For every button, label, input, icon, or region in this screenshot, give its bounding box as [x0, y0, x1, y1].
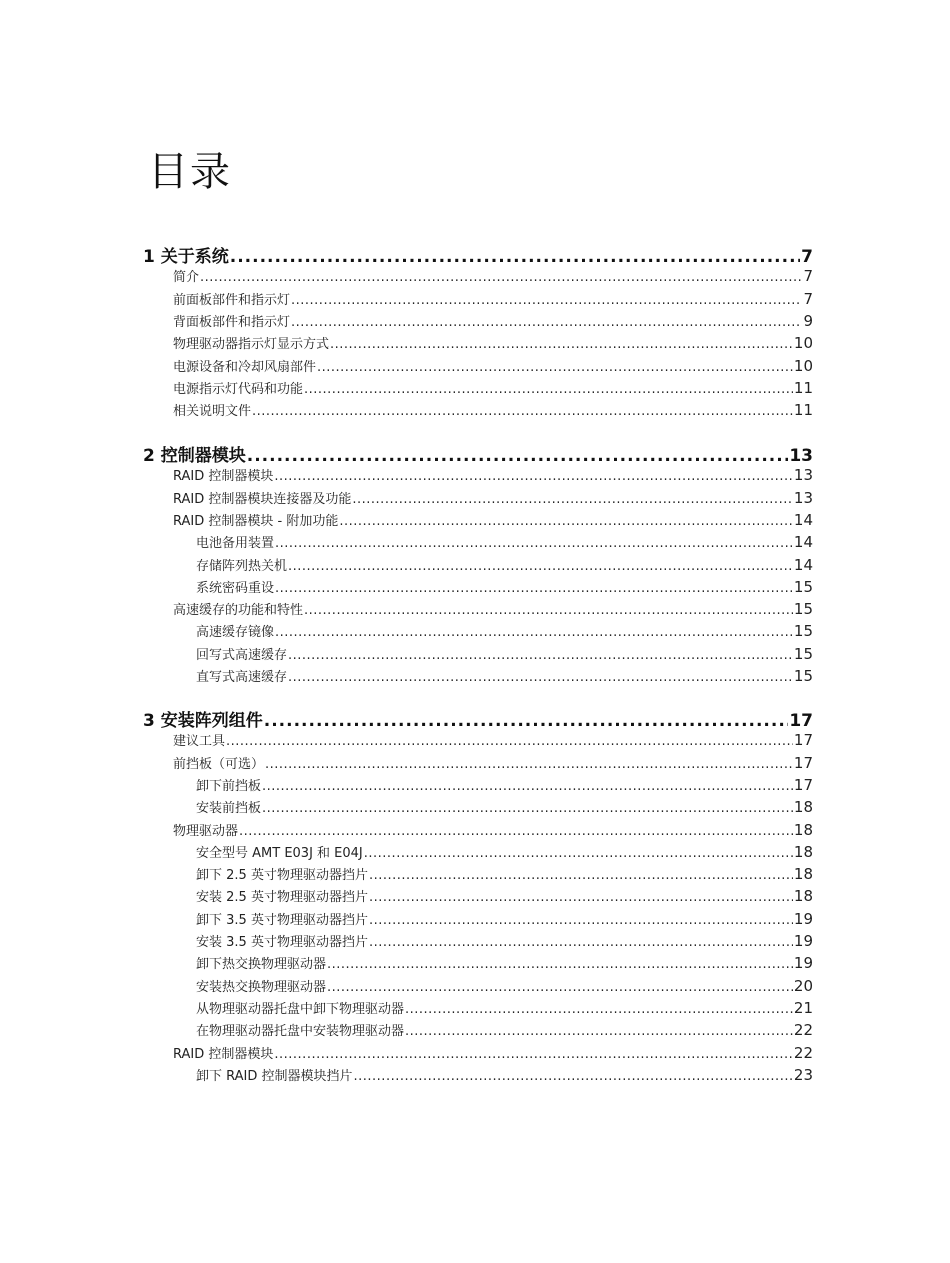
- toc-page-number: 23: [793, 1065, 813, 1084]
- toc-entry[interactable]: [173, 599, 813, 619]
- toc-page-number: 18: [793, 865, 813, 884]
- toc-page-number: 15: [793, 667, 813, 685]
- toc-page-number: 14: [793, 555, 813, 574]
- toc-entry[interactable]: [196, 931, 813, 951]
- toc-entry[interactable]: [173, 333, 813, 353]
- toc-entry-label: 建议工具: [173, 734, 226, 750]
- toc-entry[interactable]: [196, 666, 813, 686]
- toc-entry-label: RAID 控制器模块连接器及功能: [173, 491, 352, 507]
- toc-leader-dots: [264, 711, 789, 731]
- toc-entry[interactable]: [173, 289, 813, 309]
- toc-page-number: 18: [793, 842, 813, 861]
- toc-entry-label: 2 控制器模块: [143, 446, 246, 466]
- toc-leader-dots: [291, 315, 802, 330]
- toc-page-number: 15: [793, 577, 813, 596]
- toc-entry-label: 前挡板（可选）: [173, 756, 265, 772]
- toc-leader-dots: [288, 670, 793, 685]
- toc-entry-label: 电源指示灯代码和功能: [173, 381, 304, 397]
- toc-entry-label: 背面板部件和指示灯: [173, 314, 291, 330]
- toc-entry[interactable]: [196, 621, 813, 641]
- toc-entry-label: 物理驱动器指示灯显示方式: [173, 337, 330, 353]
- toc-page-number: 18: [793, 887, 813, 906]
- toc-leader-dots: [405, 1002, 793, 1017]
- toc-entry-label: 卸下热交换物理驱动器: [196, 957, 327, 973]
- toc-entry[interactable]: [196, 909, 813, 929]
- toc-page-number: 22: [793, 1043, 813, 1062]
- toc-chapter-entry[interactable]: [143, 706, 813, 730]
- toc-page-number: 17: [793, 753, 813, 772]
- toc-entry[interactable]: [173, 820, 813, 840]
- toc-entry[interactable]: [173, 730, 813, 750]
- toc-leader-dots: [275, 581, 793, 596]
- toc-entry[interactable]: [196, 842, 813, 862]
- toc-entry[interactable]: [196, 1020, 813, 1040]
- toc-leader-dots: [291, 293, 802, 308]
- toc-leader-dots: [327, 957, 793, 972]
- toc-entry-label: RAID 控制器模块: [173, 469, 274, 485]
- toc-leader-dots: [275, 625, 793, 640]
- toc-leader-dots: [405, 1024, 793, 1039]
- toc-page-number: 17: [793, 731, 813, 750]
- toc-leader-dots: [330, 337, 793, 352]
- toc-leader-dots: [226, 734, 793, 749]
- toc-page-number: 17: [789, 711, 813, 731]
- toc-leader-dots: [288, 559, 793, 574]
- toc-page-number: 7: [801, 247, 813, 267]
- toc-page-number: 13: [793, 466, 813, 485]
- toc-page-number: 21: [793, 998, 813, 1017]
- toc-leader-dots: [275, 536, 793, 551]
- toc-page-number: 19: [793, 954, 813, 973]
- toc-entry[interactable]: [196, 644, 813, 664]
- toc-leader-dots: [274, 1047, 793, 1062]
- toc-entry[interactable]: [196, 886, 813, 906]
- toc-entry[interactable]: [173, 465, 813, 485]
- toc-entry[interactable]: [173, 356, 813, 376]
- toc-page-number: 10: [793, 334, 813, 353]
- toc-leader-dots: [327, 980, 793, 995]
- toc-entry-label: 直写式高速缓存: [196, 670, 288, 685]
- toc-leader-dots: [304, 603, 793, 618]
- toc-entry[interactable]: [173, 1043, 813, 1063]
- toc-page-number: 22: [793, 1021, 813, 1040]
- toc-entry[interactable]: [196, 797, 813, 817]
- toc-entry-label: 安装热交换物理驱动器: [196, 979, 327, 995]
- toc-entry-label: 卸下 3.5 英寸物理驱动器挡片: [196, 912, 368, 928]
- toc-entry-label: 高速缓存镜像: [196, 625, 275, 641]
- toc-page-number: 18: [793, 798, 813, 817]
- toc-page-number: 10: [793, 356, 813, 375]
- toc-page-number: 14: [793, 510, 813, 529]
- toc-leader-dots: [265, 757, 793, 772]
- toc-title: 目录: [148, 149, 232, 195]
- toc-page-number: 15: [793, 600, 813, 619]
- toc-entry-label: 卸下前挡板: [196, 778, 262, 794]
- toc-page-number: 19: [793, 932, 813, 950]
- toc-entry-label: 在物理驱动器托盘中安装物理驱动器: [196, 1024, 405, 1040]
- toc-entry[interactable]: [196, 1065, 813, 1085]
- toc-entry-label: 前面板部件和指示灯: [173, 292, 291, 308]
- toc-leader-dots: [288, 648, 793, 663]
- toc-page-number: 20: [793, 976, 813, 995]
- toc-leader-dots: [364, 846, 793, 861]
- toc-entry-label: 安装 3.5 英寸物理驱动器挡片: [196, 935, 368, 950]
- toc-entry-label: 电源设备和冷却风扇部件: [173, 359, 317, 375]
- toc-leader-dots: [247, 446, 789, 466]
- toc-entry[interactable]: [196, 998, 813, 1018]
- toc-chapter-entry[interactable]: [143, 242, 813, 266]
- toc-entry-label: 物理驱动器: [173, 823, 239, 839]
- toc-page-number: 17: [793, 775, 813, 794]
- toc-leader-dots: [239, 824, 793, 839]
- toc-entry-label: 电池备用装置: [196, 536, 275, 552]
- toc-leader-dots: [262, 779, 793, 794]
- toc-entry[interactable]: [196, 577, 813, 597]
- toc-page-number: 13: [793, 488, 813, 507]
- toc-entry-label: 存储阵列热关机: [196, 558, 288, 574]
- toc-entry-label: RAID 控制器模块: [173, 1046, 274, 1062]
- toc-leader-dots: [304, 382, 793, 397]
- toc-entry[interactable]: [173, 378, 813, 398]
- toc-entry-label: 安装前挡板: [196, 801, 262, 817]
- toc-page-number: 14: [793, 533, 813, 552]
- toc-entry[interactable]: [196, 864, 813, 884]
- toc-entry-label: 卸下 RAID 控制器模块挡片: [196, 1068, 353, 1084]
- toc-entry-label: 安全型号 AMT E03J 和 E04J: [196, 845, 363, 861]
- toc-leader-dots: [352, 492, 793, 507]
- toc-leader-dots: [274, 469, 793, 484]
- toc-entry[interactable]: [173, 510, 813, 530]
- toc-leader-dots: [369, 890, 793, 905]
- toc-page-number: 15: [793, 644, 813, 663]
- toc-entry-label: 1 关于系统: [143, 247, 229, 267]
- toc-entry[interactable]: [196, 976, 813, 996]
- toc-leader-dots: [230, 247, 800, 267]
- toc-page-number: 7: [803, 267, 813, 286]
- toc-entry[interactable]: [196, 953, 813, 973]
- toc-page-number: 18: [793, 820, 813, 839]
- toc-entry[interactable]: [173, 311, 813, 331]
- toc-page-number: 7: [803, 289, 813, 308]
- toc-entry[interactable]: [173, 488, 813, 508]
- toc-entry-label: RAID 控制器模块 - 附加功能: [173, 513, 339, 529]
- toc-entry-label: 安装 2.5 英寸物理驱动器挡片: [196, 890, 368, 906]
- toc-leader-dots: [317, 360, 793, 375]
- toc-entry-label: 高速缓存的功能和特性: [173, 603, 304, 619]
- toc-leader-dots: [262, 801, 793, 816]
- toc-leader-dots: [369, 935, 793, 950]
- toc-page-number: 11: [793, 401, 813, 420]
- toc-leader-dots: [339, 514, 793, 529]
- toc-page-number: 11: [793, 378, 813, 397]
- toc-entry[interactable]: [173, 400, 813, 420]
- toc-page-number: 15: [793, 622, 813, 641]
- toc-page-number: 9: [803, 311, 813, 330]
- toc-entry[interactable]: [196, 532, 813, 552]
- toc-leader-dots: [252, 404, 793, 419]
- toc-entry-label: 3 安装阵列组件: [143, 711, 263, 731]
- toc-chapter-entry[interactable]: [143, 441, 813, 465]
- toc-entry-label: 相关说明文件: [173, 404, 252, 420]
- toc-leader-dots: [200, 270, 802, 285]
- toc-leader-dots: [369, 913, 793, 928]
- toc-entry-label: 简介: [173, 270, 200, 286]
- toc-page-number: 19: [793, 909, 813, 928]
- toc-entry-label: 系统密码重设: [196, 580, 275, 596]
- toc-page-number: 13: [789, 446, 813, 466]
- toc-entry-label: 从物理驱动器托盘中卸下物理驱动器: [196, 1001, 405, 1017]
- toc-entry[interactable]: [173, 266, 813, 286]
- toc-entry[interactable]: [196, 555, 813, 575]
- toc-entry-label: 回写式高速缓存: [196, 647, 288, 663]
- toc-leader-dots: [354, 1069, 793, 1084]
- toc-leader-dots: [369, 868, 793, 883]
- toc-entry-label: 卸下 2.5 英寸物理驱动器挡片: [196, 868, 368, 884]
- toc-entry[interactable]: [196, 775, 813, 795]
- toc-entry[interactable]: [173, 753, 813, 773]
